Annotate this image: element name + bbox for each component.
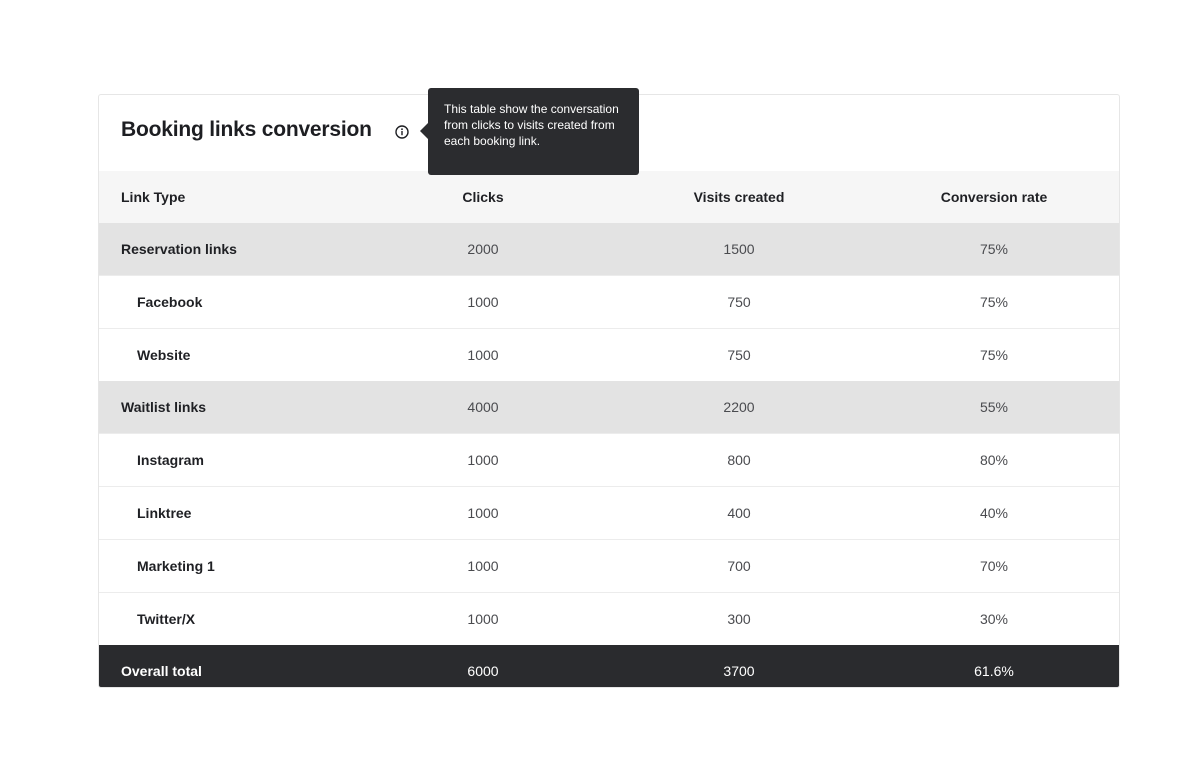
row-clicks: 1000 (355, 540, 611, 593)
row-link-type: Twitter/X (99, 593, 355, 646)
row-clicks: 1000 (355, 276, 611, 329)
total-rate: 61.6% (974, 663, 1014, 679)
row-link-type: Reservation links (121, 241, 237, 257)
table-row-marketing-1 (99, 540, 1120, 593)
row-link-type: Instagram (99, 434, 355, 487)
header-row (99, 171, 1120, 223)
group-row-reservation-links (99, 223, 1120, 276)
total-row (99, 645, 1120, 688)
row-visits: 1500 (723, 241, 755, 257)
header-visits-created: Visits created (693, 189, 785, 205)
row-visits: 800 (611, 434, 867, 487)
table-row-linktree (99, 487, 1120, 540)
table-row-twitter-x (99, 593, 1120, 646)
row-clicks: 1000 (355, 593, 611, 646)
table-body (99, 223, 1120, 688)
row-visits: 2200 (723, 399, 755, 415)
row-link-type: Linktree (99, 487, 355, 540)
header-link-type: Link Type (121, 189, 186, 205)
row-visits: 750 (611, 329, 867, 382)
header-clicks: Clicks (462, 189, 504, 205)
row-rate: 75% (867, 329, 1120, 382)
table-row-instagram (99, 434, 1120, 487)
row-visits: 300 (611, 593, 867, 646)
row-rate: 75% (867, 276, 1120, 329)
row-clicks: 2000 (467, 241, 499, 257)
group-row-waitlist-links (99, 381, 1120, 434)
row-rate: 40% (867, 487, 1120, 540)
header-conversion-rate: Conversion rate (940, 189, 1048, 205)
booking-links-card (98, 94, 1120, 688)
total-clicks: 6000 (467, 663, 499, 679)
row-rate: 80% (867, 434, 1120, 487)
row-link-type: Waitlist links (121, 399, 207, 415)
row-link-type: Website (99, 329, 355, 382)
row-rate: 70% (867, 540, 1120, 593)
total-label: Overall total (121, 663, 202, 679)
row-visits: 750 (611, 276, 867, 329)
table-header (99, 171, 1120, 223)
row-clicks: 1000 (355, 487, 611, 540)
row-link-type: Marketing 1 (99, 540, 355, 593)
row-rate: 55% (979, 399, 1009, 415)
conversion-table (99, 171, 1120, 688)
info-tooltip: This table show the conversation from clicks to visits created from each booking link. (428, 88, 639, 175)
row-visits: 700 (611, 540, 867, 593)
card-title: Booking links conversion (121, 118, 372, 141)
row-visits: 400 (611, 487, 867, 540)
table-row-facebook (99, 276, 1120, 329)
row-clicks: 4000 (467, 399, 499, 415)
total-visits: 3700 (723, 663, 755, 679)
table-row-website (99, 329, 1120, 382)
info-icon[interactable] (395, 125, 409, 139)
row-clicks: 1000 (355, 329, 611, 382)
row-rate: 30% (867, 593, 1120, 646)
row-rate: 75% (979, 241, 1009, 257)
row-clicks: 1000 (355, 434, 611, 487)
row-link-type: Facebook (99, 276, 355, 329)
